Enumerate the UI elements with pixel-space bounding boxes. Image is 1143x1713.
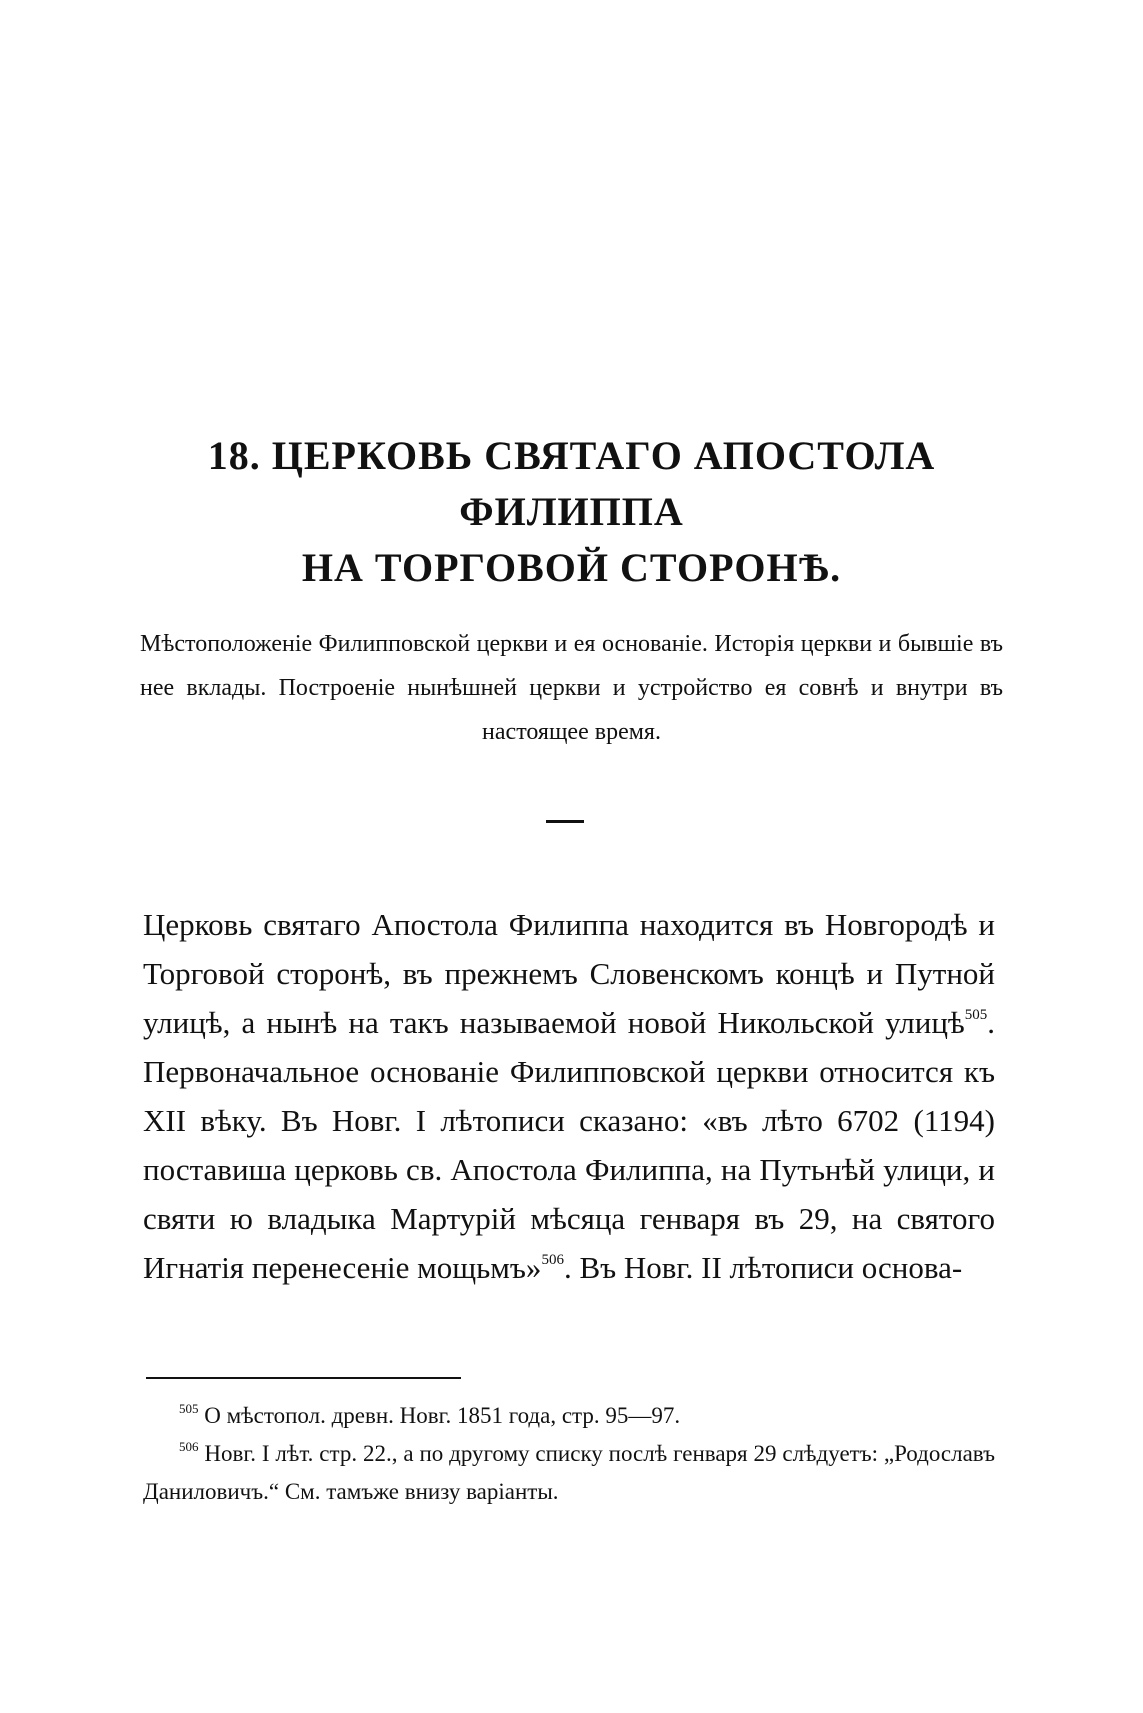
footnote-text: Новг. I лѣт. стр. 22., а по другому списку послѣ генваря 29 слѣдуетъ: „Родославъ Даниловичъ.“ См. тамъже внизу варіанты.: [143, 1441, 995, 1504]
footnote-rule: [146, 1377, 461, 1379]
chapter-title-line-1: 18. ЦЕРКОВЬ СВЯТАГО АПОСТОЛА ФИЛИППА: [207, 433, 936, 534]
body-text-part-3: . Въ Новг. II лѣтописи основа-: [563, 1250, 963, 1285]
body-paragraph: [143, 900, 995, 1292]
chapter-title: [100, 428, 1043, 596]
footnote-number: 506: [179, 1439, 199, 1454]
chapter-summary: Мѣстоположеніе Филипповской церкви и ея основаніе. Исторія церкви и бывшіе въ нее вклады. Построеніе нынѣшней церкви и устройство ея совнѣ и внутри въ настоящее время.: [140, 631, 1003, 745]
body-text-part-2: . Первоначальное основаніе Филипповской церкви относится къ XII вѣку. Въ Новг. I лѣтописи сказано: «въ лѣто 6702 (1194) поставиша церковь св. Апостола Филиппа, на Путьнѣй улици, и святи ю владыка Мартурій мѣсяца генваря въ 29, на святого Игнатія перенесеніе мощьмъ»: [143, 1005, 995, 1285]
body-text-part-1: Церковь святаго Апостола Филиппа находится въ Новгородѣ и Торговой сторонѣ, въ прежнемъ Словенскомъ концѣ и Путной улицѣ, а нынѣ на такъ называемой новой Никольской улицѣ: [143, 907, 995, 1040]
footnote-506: [143, 1435, 995, 1511]
footnote-ref-506[interactable]: 506: [541, 1252, 564, 1268]
footnote-text: О мѣстопол. древн. Новг. 1851 года, стр. 95—97.: [198, 1403, 681, 1428]
chapter-title-line-2: НА ТОРГОВОЙ СТОРОНѢ.: [301, 545, 842, 590]
section-dash-divider: [546, 820, 584, 823]
footnotes: [143, 1397, 995, 1511]
footnote-ref-505[interactable]: 505: [964, 1007, 988, 1023]
footnote-number: 505: [179, 1401, 199, 1416]
footnote-505: [143, 1397, 995, 1435]
